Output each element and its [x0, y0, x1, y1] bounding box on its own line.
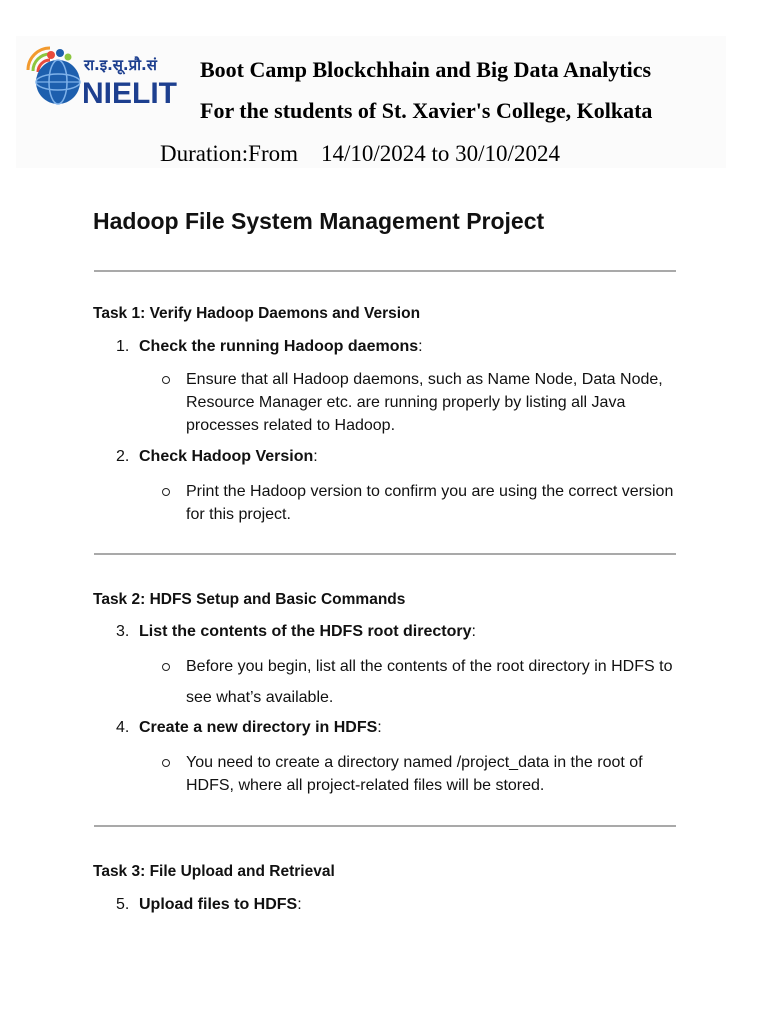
header-line-1: Boot Camp Blockchhain and Big Data Analytics: [200, 57, 652, 82]
bullet-circle-icon: [162, 663, 170, 671]
item-label-bold: Upload files to HDFS: [139, 896, 298, 913]
item-label-suffix: :: [297, 896, 302, 913]
item-detail: You need to create a directory named /project_data in the root of HDFS, where all project-related files will be stored.: [186, 754, 643, 794]
item-label-suffix: :: [313, 448, 318, 465]
logo-nielit-text: NIELIT: [82, 77, 177, 110]
bullet-circle-icon: [162, 759, 170, 767]
item-number: 4.: [116, 719, 130, 736]
item-number: 2.: [116, 448, 130, 465]
item-label: [139, 338, 423, 356]
item-label-bold: List the contents of the HDFS root directory: [139, 623, 472, 640]
item-label-bold: Check the running Hadoop daemons: [139, 338, 419, 355]
task-3-heading: Task 3: File Upload and Retrieval: [93, 863, 335, 880]
item-label-suffix: :: [377, 719, 382, 736]
divider: [94, 270, 676, 272]
item-number: 5.: [116, 896, 130, 913]
nielit-logo-graphic: [20, 40, 188, 112]
page-title: Hadoop File System Management Project: [93, 208, 545, 234]
item-detail: Ensure that all Hadoop daemons, such as Name Node, Data Node, Resource Manager etc. are running properly by listing all Java processes related to Hadoop.: [186, 371, 663, 434]
duration-text: Duration:From 14/10/2024 to 30/10/2024: [160, 141, 560, 166]
logo-hindi-text: रा.इ.सू.प्रौ.सं: [84, 56, 157, 74]
item-detail: Print the Hadoop version to confirm you are using the correct version for this project.: [186, 483, 674, 523]
bullet-circle-icon: [162, 488, 170, 496]
header-line-2: For the students of St. Xavier's College, Kolkata: [200, 98, 653, 123]
divider: [94, 825, 676, 827]
item-label-bold: Check Hadoop Version: [139, 448, 314, 465]
item-label-bold: Create a new directory in HDFS: [139, 719, 378, 736]
item-detail: Before you begin, list all the contents of the root directory in HDFS to see what’s available.: [186, 658, 673, 706]
nielit-logo: [20, 40, 188, 112]
item-label: [139, 623, 476, 641]
item-number: 3.: [116, 623, 130, 640]
item-label-suffix: :: [471, 623, 476, 640]
bullet-circle-icon: [162, 376, 170, 384]
divider: [94, 553, 676, 555]
item-label-suffix: :: [418, 338, 423, 355]
item-label: [139, 448, 318, 466]
task-1-heading: Task 1: Verify Hadoop Daemons and Version: [93, 305, 421, 322]
item-label: [139, 896, 302, 914]
item-label: [139, 719, 382, 737]
item-number: 1.: [116, 338, 130, 355]
task-2-heading: Task 2: HDFS Setup and Basic Commands: [93, 591, 406, 608]
